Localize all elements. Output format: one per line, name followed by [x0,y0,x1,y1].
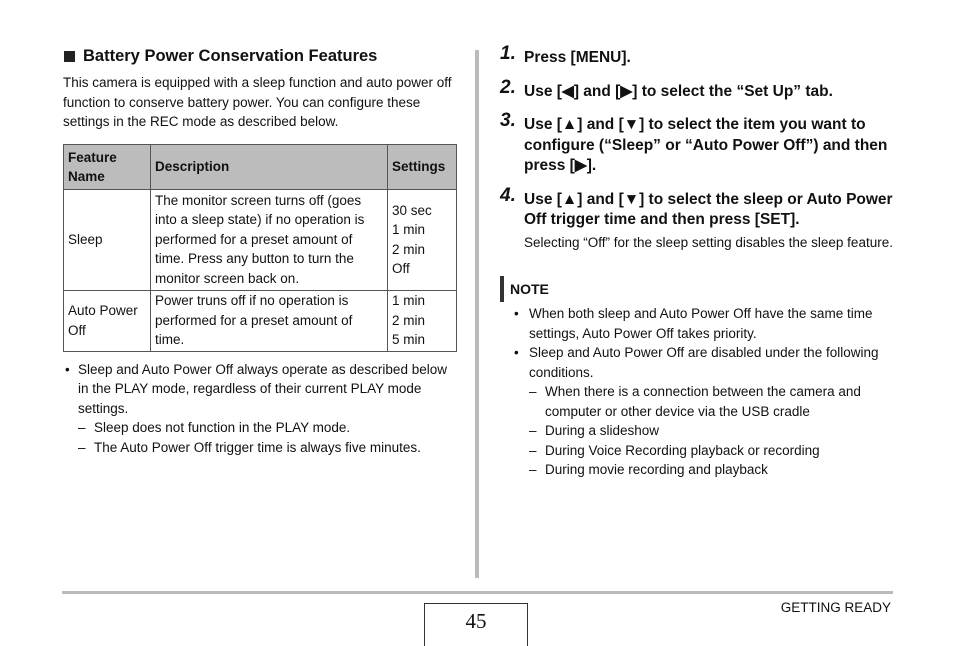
step-2 [500,76,900,103]
description-cell: The monitor screen turns off (goes into a sleep state) if no operation is performed for a preset amount of time. Press any button to turn the monitor screen back on. [151,189,388,290]
play-mode-notes [63,360,459,458]
note-block [500,276,900,480]
step-number: 2. [500,76,516,98]
list-item: • Sleep and Auto Power Off always operate as described below in the PLAY mode, regardless of their current PLAY mode settings. – Sleep does not function in the PLAY mode. – The Auto Power Off trigger time is always five minutes. [63,360,459,458]
page-number: 45 [424,603,528,646]
step-3 [500,110,900,177]
note-bar-icon [500,276,504,302]
step-4 [500,184,900,253]
header-settings: Settings [388,144,457,189]
note-heading [500,276,900,302]
step-text: Use [◀] and [▶] to select the “Set Up” tab. [524,82,833,100]
list-item: • Sleep and Auto Power Off are disabled under the following conditions. – When there is a connection between the camera and computer or other device via the USB cradle – During a slideshow – During Voice Recording playback or recording – During movie recording and playback [500,343,900,480]
step-text: Use [▲] and [▼] to select the sleep or Auto Power Off trigger time and then press [SET]. [524,190,893,228]
section-heading [63,47,459,66]
step-number: 3. [500,110,516,131]
list-item: – During movie recording and playback [529,460,900,480]
list-item: – When there is a connection between the camera and computer or other device via the USB cradle [529,382,900,421]
header-feature-name: Feature Name [64,144,151,189]
table-row [64,189,457,290]
step-number: 1. [500,43,516,64]
dash-list [78,418,459,457]
conditions-list [529,382,900,480]
header-description: Description [151,144,388,189]
step-text: Use [▲] and [▼] to select the item you want to configure (“Sleep” or “Auto Power Off”) and then press [▶]. [524,116,888,174]
section-title-text: Battery Power Conservation Features [83,47,378,65]
note-title: NOTE [510,281,549,297]
step-text: Press [MENU]. [524,49,631,66]
table-row [64,290,457,351]
list-item: – During a slideshow [529,421,900,441]
table-header-row [64,144,457,189]
settings-cell: 1 min 2 min 5 min [388,290,457,351]
step-number: 4. [500,184,516,206]
list-item: – Sleep does not function in the PLAY mode. [78,418,459,438]
feature-name-cell: Sleep [64,189,151,290]
list-item: • When both sleep and Auto Power Off have the same time settings, Auto Power Off takes priority. [500,304,900,343]
settings-cell: 30 sec 1 min 2 min Off [388,189,457,290]
footer-section-label: GETTING READY [780,600,891,615]
features-table [63,144,457,352]
step-detail: Selecting “Off” for the sleep setting disables the sleep feature. [524,234,893,250]
square-bullet-icon [64,51,75,62]
footer-rule [62,591,893,594]
column-divider [475,50,479,578]
intro-paragraph: This camera is equipped with a sleep function and auto power off function to conserve battery power. You can configure these settings in the REC mode as described below. [63,75,452,129]
left-column [63,47,459,457]
right-column [500,43,900,480]
feature-name-cell: Auto Power Off [64,290,151,351]
list-item: – During Voice Recording playback or recording [529,441,900,461]
step-1 [500,43,900,69]
description-cell: Power truns off if no operation is performed for a preset amount of time. [151,290,388,351]
list-item: – The Auto Power Off trigger time is always five minutes. [78,438,459,458]
note-list [500,304,900,480]
